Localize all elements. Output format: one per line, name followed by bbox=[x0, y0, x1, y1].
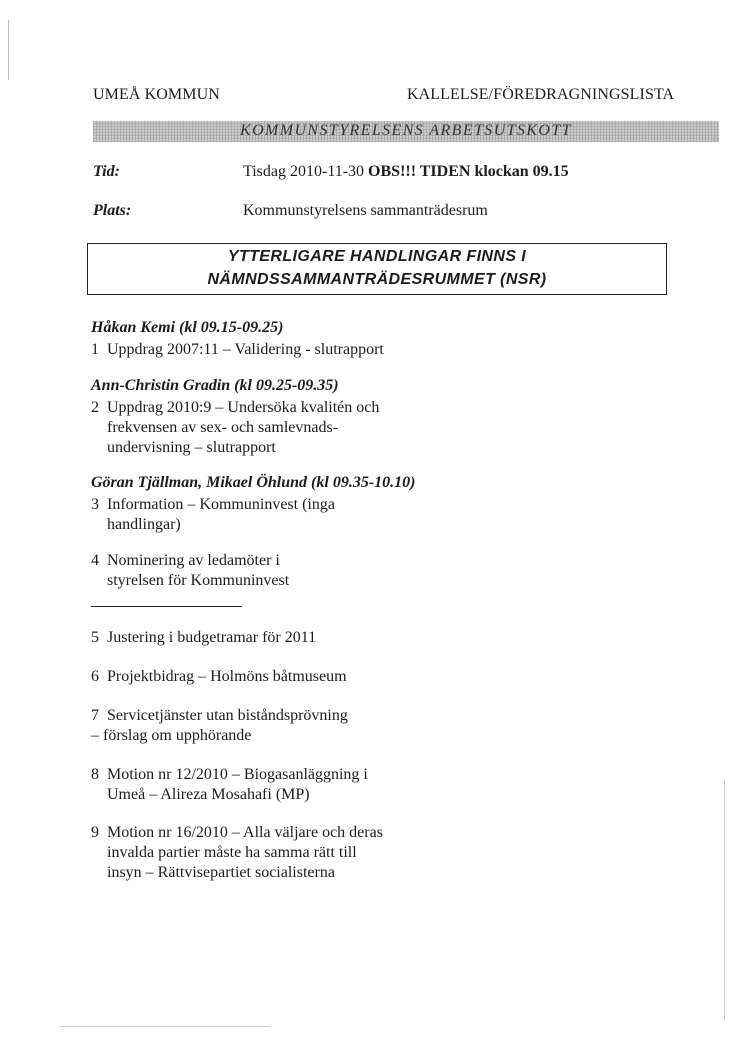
item-text-cont: undervisning – slutrapport bbox=[107, 439, 276, 456]
scan-artifact bbox=[8, 20, 9, 80]
item-text-cont: invalda partier måste ha samma rätt till bbox=[107, 844, 357, 861]
item-text-cont: handlingar) bbox=[107, 516, 181, 533]
item-text-cont: – förslag om upphörande bbox=[91, 727, 252, 744]
time-value bbox=[243, 163, 569, 181]
place-value: Kommunstyrelsens sammanträdesrum bbox=[243, 202, 488, 219]
item-text-cont: insyn – Rättvisepartiet socialisterna bbox=[107, 864, 335, 881]
item-text: Justering i budgetramar för 2011 bbox=[107, 629, 317, 646]
place-label: Plats: bbox=[93, 202, 132, 219]
item-number: 9 bbox=[91, 824, 99, 841]
agenda-item-3 bbox=[91, 495, 335, 535]
item-number: 8 bbox=[91, 766, 99, 783]
item-text-cont: frekvensen av sex- och samlevnads- bbox=[107, 419, 339, 436]
section-divider bbox=[91, 606, 242, 607]
item-number: 1 bbox=[91, 341, 99, 358]
item-text: Servicetjänster utan biståndsprövning bbox=[107, 707, 348, 724]
time-note: OBS!!! TIDEN klockan 09.15 bbox=[368, 163, 569, 180]
document-type: KALLELSE/FÖREDRAGNINGSLISTA bbox=[407, 86, 675, 103]
item-text: Information – Kommuninvest (inga bbox=[107, 496, 335, 513]
item-number: 6 bbox=[91, 668, 99, 685]
time-label: Tid: bbox=[93, 163, 120, 180]
committee-banner-text: KOMMUNSTYRELSENS ARBETSUTSKOTT bbox=[240, 122, 572, 139]
agenda-item-9 bbox=[91, 823, 383, 883]
item-text-cont: styrelsen för Kommuninvest bbox=[107, 572, 290, 589]
section-heading-kemi: Håkan Kemi (kl 09.15-09.25) bbox=[91, 319, 284, 336]
notice-line-2: NÄMNDSSAMMANTRÄDESRUMMET (NSR) bbox=[207, 271, 547, 288]
item-text-cont: Umeå – Alireza Mosahafi (MP) bbox=[107, 786, 310, 803]
organization-name: UMEÅ KOMMUN bbox=[93, 86, 220, 103]
agenda-item-6 bbox=[91, 667, 347, 687]
scan-artifact bbox=[724, 780, 725, 1020]
item-number: 3 bbox=[91, 496, 99, 513]
notice-box bbox=[87, 243, 667, 295]
item-text: Nominering av ledamöter i bbox=[107, 552, 280, 569]
item-text: Motion nr 16/2010 – Alla väljare och deras bbox=[107, 824, 383, 841]
scan-artifact bbox=[60, 1026, 270, 1027]
notice-line-1: YTTERLIGARE HANDLINGAR FINNS I bbox=[227, 248, 527, 265]
item-number: 4 bbox=[91, 552, 99, 569]
item-text: Uppdrag 2007:11 – Validering - slutrapport bbox=[107, 341, 384, 358]
item-text: Motion nr 12/2010 – Biogasanläggning i bbox=[107, 766, 368, 783]
section-heading-gradin: Ann-Christin Gradin (kl 09.25-09.35) bbox=[91, 377, 339, 394]
agenda-item-2 bbox=[91, 398, 379, 458]
agenda-item-4 bbox=[91, 551, 289, 591]
committee-banner bbox=[93, 121, 719, 142]
item-number: 5 bbox=[91, 629, 99, 646]
agenda-item-1 bbox=[91, 340, 384, 360]
agenda-item-5 bbox=[91, 628, 316, 648]
item-text: Projektbidrag – Holmöns båtmuseum bbox=[107, 668, 347, 685]
item-text: Uppdrag 2010:9 – Undersöka kvalitén och bbox=[107, 399, 380, 416]
section-heading-tjallman: Göran Tjällman, Mikael Öhlund (kl 09.35-10.10) bbox=[91, 474, 416, 491]
agenda-item-8 bbox=[91, 765, 368, 805]
agenda-item-7 bbox=[91, 706, 348, 746]
item-number: 2 bbox=[91, 399, 99, 416]
item-number: 7 bbox=[91, 707, 99, 724]
time-date: Tisdag 2010-11-30 bbox=[243, 163, 365, 180]
